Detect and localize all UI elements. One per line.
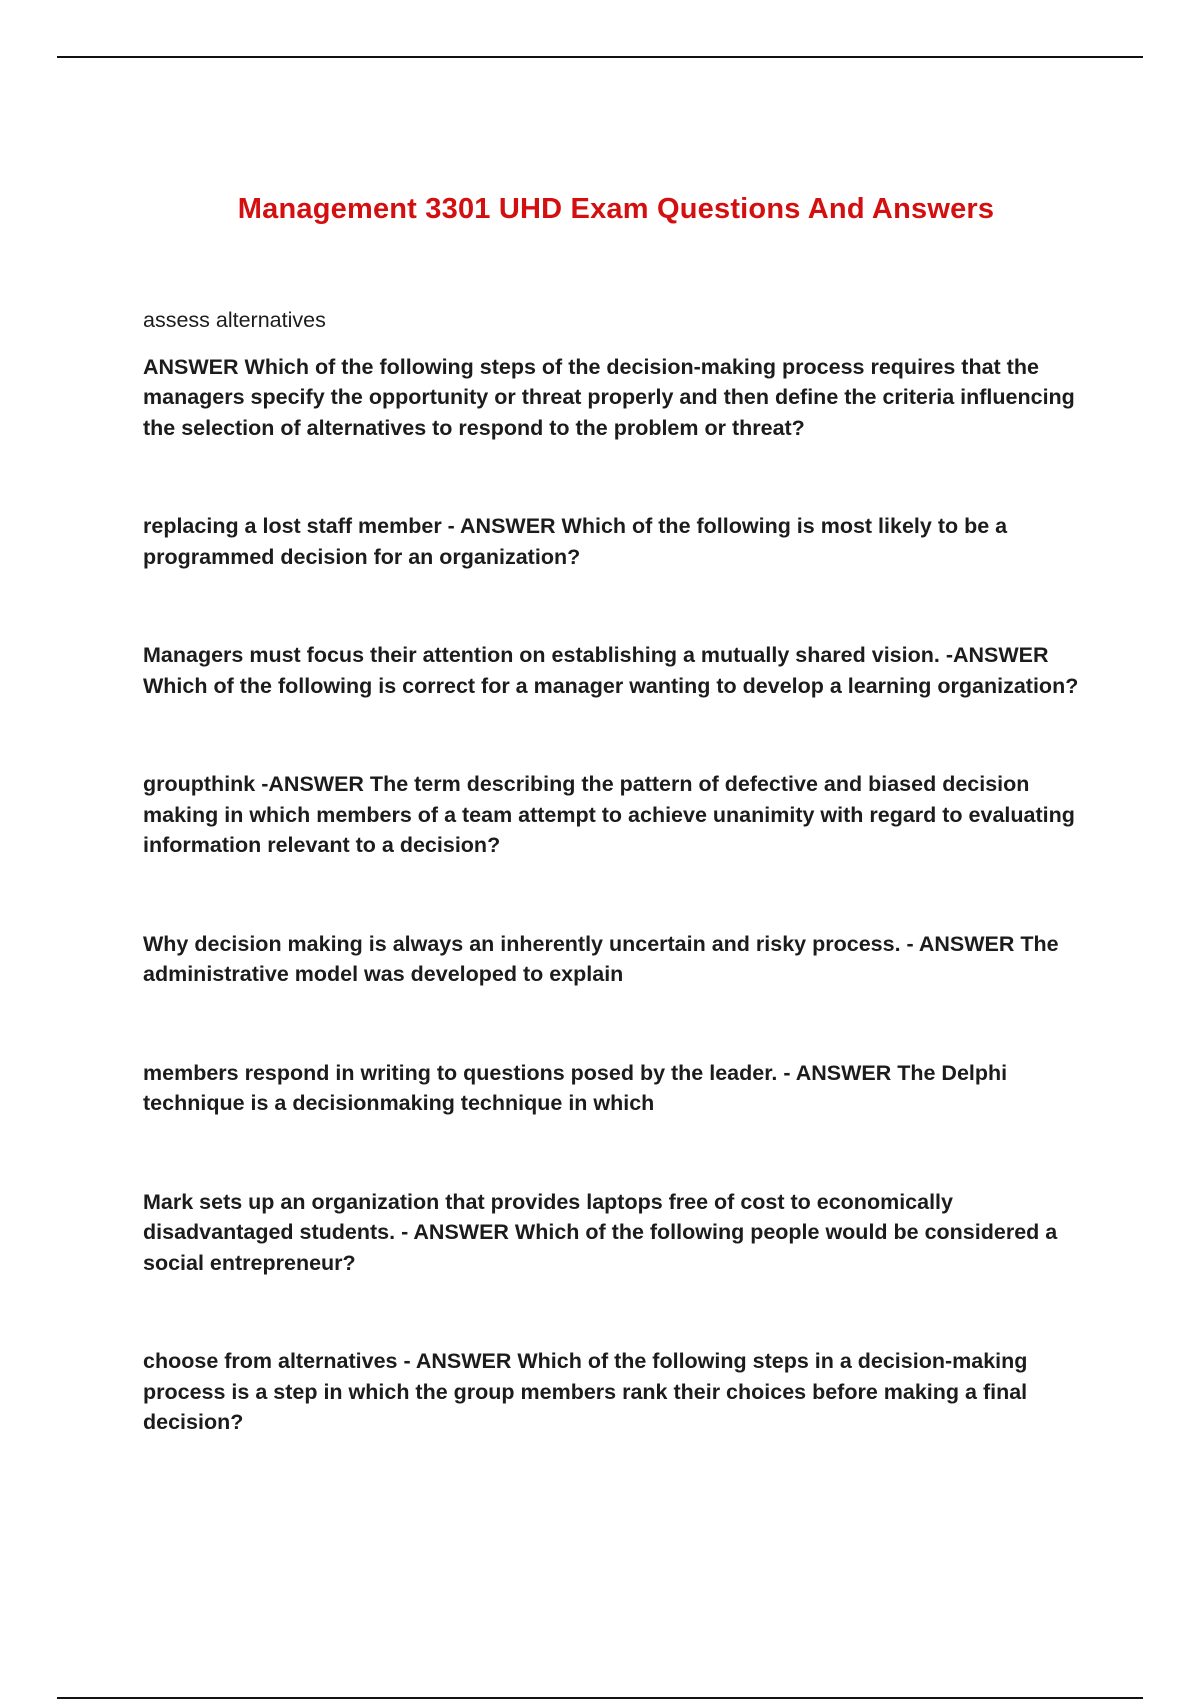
question-text: ANSWER The term describing the pattern of defective and biased decision making in which members of a team attempt to achieve unanimity with regard to evaluating information relevant to a decision? [143,772,1075,857]
answer-separator: - [900,931,919,956]
answer-separator: - [441,514,461,538]
question-text: ANSWER Which of the following steps of the decision-making process requires that the managers specify the opportunity or threat properly and then define the criteria influencing the selection of alternatives to respond to the problem or threat? [143,354,1075,440]
answer-term: assess alternatives [143,308,326,332]
qa-item [143,769,1093,861]
header-rule [57,56,1143,58]
answer-term: groupthink [143,772,256,796]
qa-item [143,1346,1093,1438]
question-text: ANSWER Which of the following is most likely to be a programmed decision for an organization? [143,514,1008,569]
answer-term: choose from alternatives [143,1349,398,1373]
question-text: ANSWER Which of the following people would be considered a social entrepreneur? [143,1220,1058,1275]
footer-rule [57,1697,1143,1699]
answer-term: replacing a lost staff member [143,514,442,538]
qa-item [143,305,1093,443]
qa-item [143,640,1093,701]
answer-term: Why decision making is always an inherently uncertain and risky process. [143,931,901,956]
question-text: ANSWER Which of the following steps in a decision-making process is a step in which the group members rank their choices before making a final decision? [143,1349,1028,1434]
answer-term: Managers must focus their attention on establishing a mutually shared vision. [143,643,940,667]
qa-item [143,1058,1093,1119]
qa-item [143,929,1093,990]
qa-list [143,305,1093,1438]
document-title: Management 3301 UHD Exam Questions And Answers [237,193,995,225]
qa-item [143,1187,1093,1279]
answer-separator: - [397,1349,416,1373]
answer-separator: - [777,1060,796,1085]
answer-separator: - [939,643,953,667]
answer-term: members respond in writing to questions posed by the leader. [143,1060,778,1085]
qa-item [143,511,1093,572]
answer-term: Mark sets up an organization that provides laptops free of cost to economically disadvantaged students. [143,1189,953,1244]
question-text: ANSWER The Delphi technique is a decisionmaking technique in which [143,1060,1008,1115]
question-text: ANSWER Which of the following is correct for a manager wanting to develop a learning organization? [143,643,1079,698]
question-text: ANSWER The administrative model was developed to explain [143,931,1059,986]
answer-separator: - [395,1220,414,1244]
answer-separator: - [255,772,269,796]
